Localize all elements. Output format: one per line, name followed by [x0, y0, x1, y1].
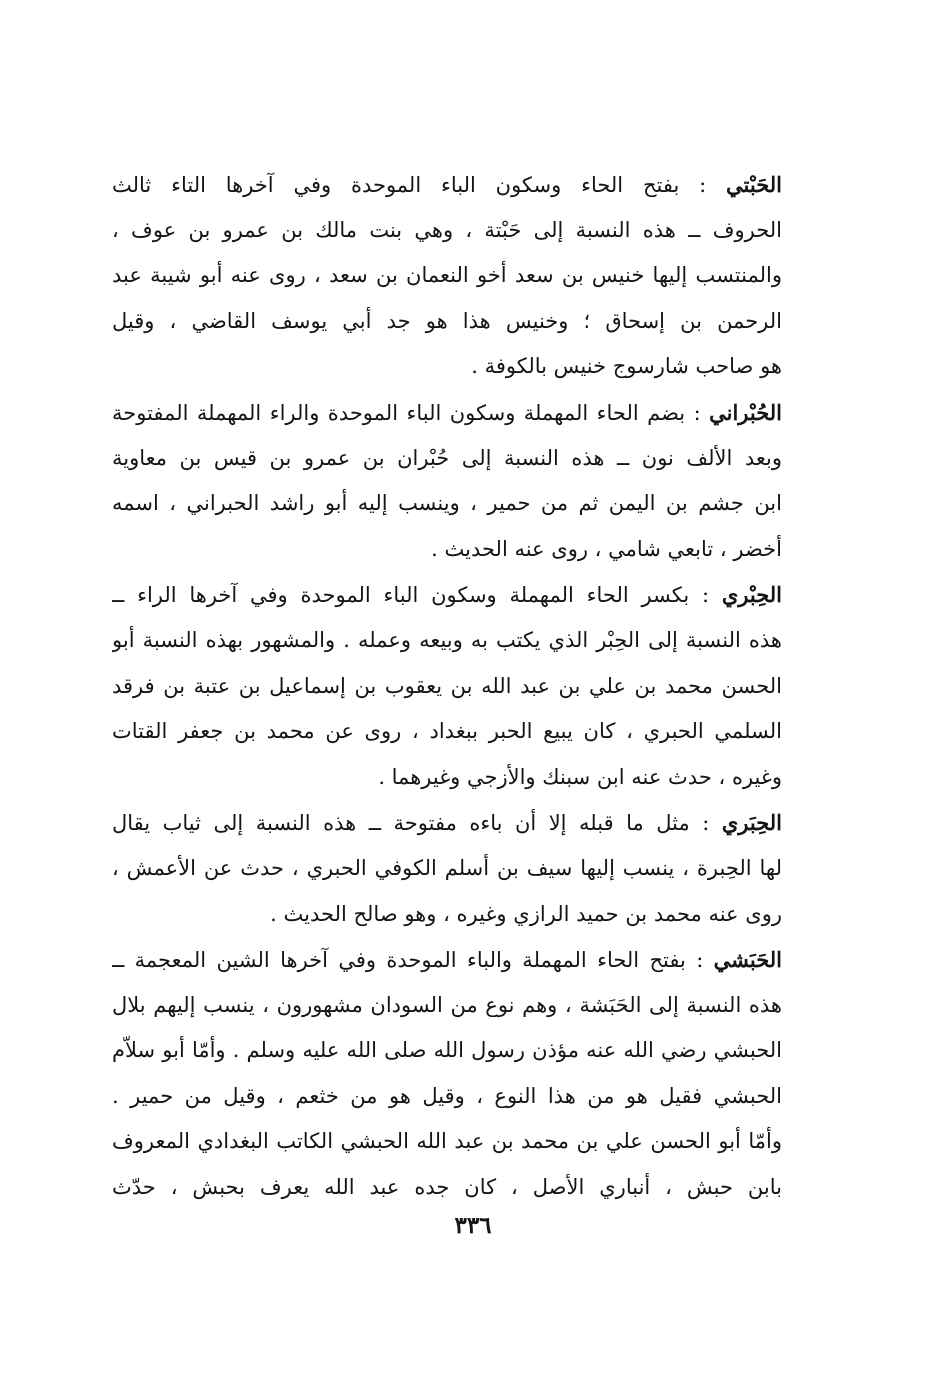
text-line: أخضر ، تابعي شامي ، روى عنه الحديث .: [431, 536, 782, 561]
entry-heading: الحَبَشي: [713, 947, 782, 973]
text-line: هذه النسبة إلى الحِبْر الذي يكتب به وبيعه وعمله . والمشهور بهذه النسبة أبو: [112, 627, 782, 652]
text-line: [112, 800, 782, 846]
main-text: [112, 162, 782, 1211]
page-number: ٣٣٦: [454, 1212, 492, 1239]
entry-heading: الحِبْري: [721, 582, 782, 608]
text-line: السلمي الحبري ، كان يبيع الحبر ببغداد ، روى عن محمد بن جعفر القتات: [112, 719, 782, 744]
entry-heading: الحُبْراني: [709, 399, 782, 425]
text-line: الحسن محمد بن علي بن عبد الله بن يعقوب بن إسماعيل بن عتبة بن فرقد: [112, 673, 782, 698]
entry-text: : بفتح الحاء المهملة والباء الموحدة وفي آخرها الشين المعجمة ــ: [112, 948, 714, 973]
text-line: الحروف ــ هذه النسبة إلى حَبْتة ، وهي بنت مالك بن عمرو بن عوف ،: [112, 217, 782, 242]
entry-text: : بضم الحاء المهملة وسكون الباء الموحدة والراء المهملة المفتوحة: [112, 400, 710, 425]
entry-text: : بكسر الحاء المهملة وسكون الباء الموحدة وفي آخرها الراء ــ: [112, 583, 722, 608]
text-line: هو صاحب شارسوج خنيس بالكوفة .: [471, 354, 782, 379]
text-line: الحبشي رضي الله عنه مؤذن رسول الله صلى الله عليه وسلم . وأمّا أبو سلاّم: [112, 1038, 782, 1063]
entry-heading: الحَبْتي: [726, 172, 782, 197]
text-line: لها الحِبرة ، ينسب إليها سيف بن أسلم الكوفي الحبري ، حدث عن الأعمش ،: [112, 855, 782, 880]
text-line: والمنتسب إليها خنيس بن سعد أخو النعمان بن سعد ، روى عنه أبو شيبة عبد: [112, 263, 782, 288]
text-line: [112, 937, 782, 983]
text-line: [112, 162, 782, 208]
text-line: وبعد الألف نون ــ هذه النسبة إلى حُبْران بن عمرو بن قيس بن معاوية: [112, 445, 782, 470]
text-line: ابن جشم بن اليمن ثم من حمير ، وينسب إليه أبو راشد الحبراني ، اسمه: [112, 491, 782, 516]
text-line: وغيره ، حدث عنه ابن سبنك والأزجي وغيرهما .: [378, 764, 782, 789]
text-line: بابن حبش ، أنباري الأصل ، كان جده عبد الله يعرف بحبش ، حدّث: [112, 1175, 782, 1200]
text-line: الحبشي فقيل هو من هذا النوع ، وقيل هو من خثعم ، وقيل من حمير .: [112, 1083, 782, 1108]
text-line: روى عنه محمد بن حميد الرازي وغيره ، وهو صالح الحديث .: [270, 901, 782, 926]
text-line: الرحمن بن إسحاق ؛ وخنيس هذا هو جد أبي يوسف القاضي ، وقيل: [112, 308, 782, 333]
text-line: [112, 572, 782, 618]
entry-text: : مثل ما قبله إلا أن باءه مفتوحة ــ هذه النسبة إلى ثياب يقال: [112, 811, 722, 836]
text-line: وأمّا أبو الحسن علي بن محمد بن عبد الله الحبشي الكاتب البغدادي المعروف: [112, 1129, 782, 1154]
text-line: [112, 390, 782, 436]
entry-text: : بفتح الحاء وسكون الباء الموحدة وفي آخرها التاء ثالث: [112, 173, 727, 197]
entry-heading: الحِبَري: [721, 810, 782, 836]
text-line: هذه النسبة إلى الحَبَشة ، وهم نوع من السودان مشهورون ، ينسب إليهم بلال: [112, 992, 782, 1017]
